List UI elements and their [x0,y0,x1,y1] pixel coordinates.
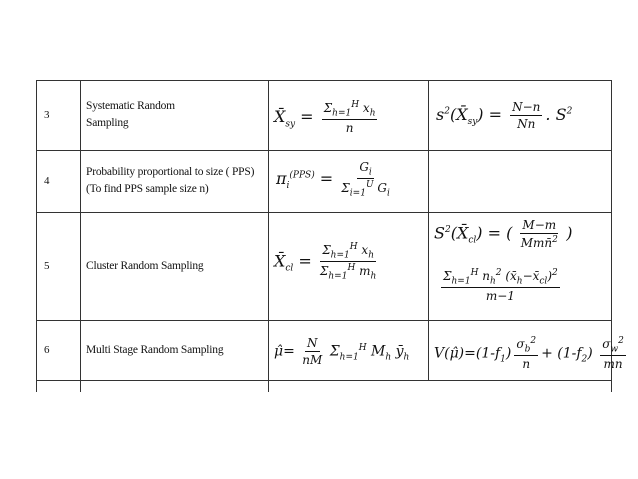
row-divider [36,380,612,381]
column-divider [268,80,269,392]
column-divider [36,80,37,392]
formula-cluster-mean: $X̄_{cl}$ = $\frac{\Sigma_{h=1}^H x_h}{\Sigma_{h=1}^H m_h}$ [274,242,377,282]
method-name: Cluster Random Sampling [86,259,204,272]
method-name-line: Sampling [86,117,129,129]
row-number: 3 [44,109,50,121]
formula-cluster-variance: $S^2(X̄_{cl})$ = ( $\frac{M-m}{Mmn̄^2}$ ) [434,218,573,250]
formula-pps-probability: $\pi_i^{(PPS)}$ = $\frac{G_i}{\Sigma_{i=1}^U G_i}$ [276,160,390,199]
method-name [86,80,175,150]
row-number: 6 [44,344,50,356]
method-name-line: (To find PPS sample size n) [86,183,209,195]
method-name-line: Systematic Random [86,100,175,112]
column-divider [428,80,429,320]
formula-systematic-mean: $X̄_{sy}$ = $\frac{\Sigma_{h=1}^H x_h}{n}$ [274,100,376,136]
formula-multistage-variance: $V(\mû)=(1-f_1)$ $\frac{\sigma_b^2}{n}$ + $(1-f_2)$ $\frac{\sigma_w^2}{mn}$ [434,336,624,372]
row-number: 5 [44,260,50,272]
formula-multistage-mean: μ̂= $\frac{N}{nM}$ $\Sigma_{h=1}^H$ $M_h$ $ȳ_h$ [274,336,410,367]
method-name [86,150,254,212]
row-number: 4 [44,175,50,187]
method-name-line: Probability proportional to size ( PPS) [86,166,255,178]
column-divider [428,320,429,380]
column-divider [80,80,81,392]
formula-table [36,80,624,392]
method-name: Multi Stage Random Sampling [86,343,224,356]
formula-cluster-variance-sum: $\frac{\Sigma_{h=1}^H n_h^2 (x̄_h-x̄_{cl})^2}{m-1}$ [443,268,558,304]
formula-systematic-variance: $s^2(X̄_{sy})$ = $\frac{N-n}{Nn}$ . $S^2$ [436,100,573,131]
